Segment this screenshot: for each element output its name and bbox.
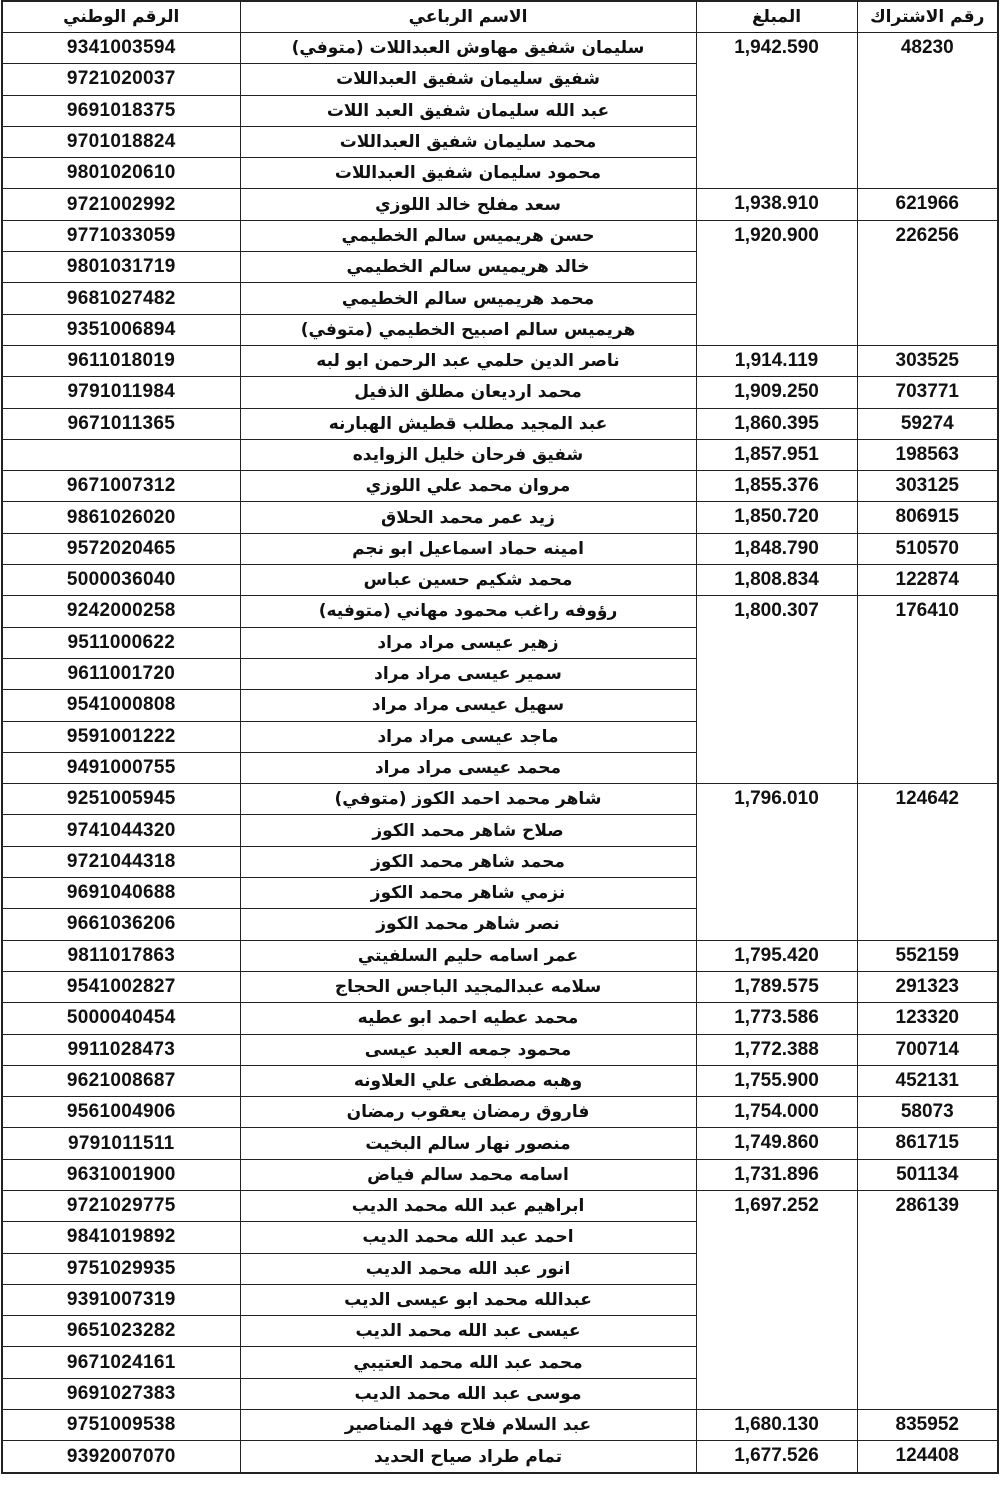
national-id-cell: 9511000622: [2, 627, 240, 658]
full-name-cell: شاهر محمد احمد الكوز (متوفي): [240, 784, 696, 815]
table-row: [2, 784, 998, 815]
amount-cell: 1,855.376: [696, 471, 857, 502]
national-id-cell: 9611001720: [2, 658, 240, 689]
subscription-cell: 501134: [857, 1159, 998, 1190]
full-name-cell: محمد عيسى مراد مراد: [240, 752, 696, 783]
full-name-cell: محمد عبد الله محمد العتيبي: [240, 1347, 696, 1378]
subscription-cell: 700714: [857, 1034, 998, 1065]
full-name-cell: محمود جمعه العبد عيسى: [240, 1034, 696, 1065]
full-name-cell: عبدالله محمد ابو عيسى الديب: [240, 1284, 696, 1315]
table-row: [2, 220, 998, 251]
subscription-cell: 510570: [857, 533, 998, 564]
national-id-cell: 5000040454: [2, 1003, 240, 1034]
national-id-cell: 9541002827: [2, 971, 240, 1002]
subscription-cell: 303125: [857, 471, 998, 502]
full-name-cell: عيسى عبد الله محمد الديب: [240, 1316, 696, 1347]
full-name-cell: وهبه مصطفى علي العلاونه: [240, 1065, 696, 1096]
full-name-cell: شفيق سليمان شفيق العبداللات: [240, 64, 696, 95]
full-name-cell: عبد المجيد مطلب قطيش الهبارنه: [240, 408, 696, 439]
amount-cell: 1,909.250: [696, 377, 857, 408]
table-row: [2, 1159, 998, 1190]
national-id-cell: 9841019892: [2, 1222, 240, 1253]
amount-cell: 1,850.720: [696, 502, 857, 533]
full-name-cell: موسى عبد الله محمد الديب: [240, 1378, 696, 1409]
subscription-cell: 123320: [857, 1003, 998, 1034]
amount-cell: 1,938.910: [696, 189, 857, 220]
amount-cell: 1,680.130: [696, 1410, 857, 1441]
full-name-cell: محمد شكيم حسين عباس: [240, 565, 696, 596]
table-body: [2, 33, 998, 1473]
table-row: [2, 1410, 998, 1441]
subscription-cell: 122874: [857, 565, 998, 596]
table-row: [2, 1065, 998, 1096]
national-id-cell: 9801020610: [2, 158, 240, 189]
amount-cell: 1,749.860: [696, 1128, 857, 1159]
amount-cell: 1,731.896: [696, 1159, 857, 1190]
subscription-cell: 286139: [857, 1190, 998, 1409]
amount-cell: 1,848.790: [696, 533, 857, 564]
subscription-cell: 59274: [857, 408, 998, 439]
table-row: [2, 1190, 998, 1221]
amount-cell: 1,772.388: [696, 1034, 857, 1065]
national-id-cell: 9771033059: [2, 220, 240, 251]
amount-cell: 1,942.590: [696, 33, 857, 189]
amount-cell: 1,808.834: [696, 565, 857, 596]
national-id-cell: 9691027383: [2, 1378, 240, 1409]
table-row: [2, 33, 998, 64]
full-name-cell: مروان محمد علي اللوزي: [240, 471, 696, 502]
header-row: [2, 1, 998, 33]
amount-cell: 1,773.586: [696, 1003, 857, 1034]
subscription-cell: 198563: [857, 439, 998, 470]
table-row: [2, 377, 998, 408]
full-name-cell: انور عبد الله محمد الديب: [240, 1253, 696, 1284]
national-id-cell: 9671007312: [2, 471, 240, 502]
full-name-cell: سعد مفلح خالد اللوزي: [240, 189, 696, 220]
subscription-cell: 303525: [857, 345, 998, 376]
subscription-cell: 58073: [857, 1097, 998, 1128]
national-id-cell: 9661036206: [2, 909, 240, 940]
national-id-cell: 9341003594: [2, 33, 240, 64]
table-row: [2, 1003, 998, 1034]
national-id-cell: 9751029935: [2, 1253, 240, 1284]
subscription-cell: 176410: [857, 596, 998, 784]
full-name-cell: نصر شاهر محمد الكوز: [240, 909, 696, 940]
amount-cell: 1,677.526: [696, 1441, 857, 1473]
subscription-cell: 124642: [857, 784, 998, 940]
full-name-cell: زيد عمر محمد الحلاق: [240, 502, 696, 533]
full-name-cell: احمد عبد الله محمد الديب: [240, 1222, 696, 1253]
national-id-cell: 9621008687: [2, 1065, 240, 1096]
subscription-cell: 291323: [857, 971, 998, 1002]
full-name-cell: محمد عطيه احمد ابو عطيه: [240, 1003, 696, 1034]
national-id-cell: 9691040688: [2, 878, 240, 909]
table-row: [2, 1128, 998, 1159]
subscription-cell: 226256: [857, 220, 998, 345]
full-name-cell: شفيق فرحان خليل الزوايده: [240, 439, 696, 470]
table-row: [2, 189, 998, 220]
full-name-cell: ابراهيم عبد الله محمد الديب: [240, 1190, 696, 1221]
full-name-cell: عبد الله سليمان شفيق العبد اللات: [240, 95, 696, 126]
national-id-cell: 9541000808: [2, 690, 240, 721]
subscription-cell: 621966: [857, 189, 998, 220]
national-id-cell: 9671011365: [2, 408, 240, 439]
subscription-cell: 835952: [857, 1410, 998, 1441]
national-id-cell: 9681027482: [2, 283, 240, 314]
beneficiaries-table: [1, 0, 999, 1474]
table-row: [2, 408, 998, 439]
full-name-cell: سلامه عبدالمجيد الباجس الحجاج: [240, 971, 696, 1002]
header-subscription: رقم الاشتراك: [857, 1, 998, 33]
subscription-cell: 806915: [857, 502, 998, 533]
full-name-cell: عمر اسامه حليم السلفيتي: [240, 940, 696, 971]
subscription-cell: 124408: [857, 1441, 998, 1473]
table-row: [2, 596, 998, 627]
national-id-cell: 9392007070: [2, 1441, 240, 1473]
full-name-cell: ماجد عيسى مراد مراد: [240, 721, 696, 752]
table-row: [2, 533, 998, 564]
header-amount: المبلغ: [696, 1, 857, 33]
table-row: [2, 1441, 998, 1473]
subscription-cell: 452131: [857, 1065, 998, 1096]
amount-cell: 1,796.010: [696, 784, 857, 940]
full-name-cell: محمد سليمان شفيق العبداللات: [240, 126, 696, 157]
amount-cell: 1,795.420: [696, 940, 857, 971]
table-row: [2, 565, 998, 596]
national-id-cell: 9721020037: [2, 64, 240, 95]
full-name-cell: ناصر الدين حلمي عبد الرحمن ابو لبه: [240, 345, 696, 376]
header-national-id: الرقم الوطني: [2, 1, 240, 33]
full-name-cell: حسن هريميس سالم الخطيمي: [240, 220, 696, 251]
header-full-name: الاسم الرباعي: [240, 1, 696, 33]
amount-cell: 1,754.000: [696, 1097, 857, 1128]
amount-cell: 1,857.951: [696, 439, 857, 470]
national-id-cell: 9351006894: [2, 314, 240, 345]
full-name-cell: محمد هريميس سالم الخطيمي: [240, 283, 696, 314]
national-id-cell: 9791011984: [2, 377, 240, 408]
national-id-cell: [2, 439, 240, 470]
national-id-cell: 9721029775: [2, 1190, 240, 1221]
amount-cell: 1,755.900: [696, 1065, 857, 1096]
full-name-cell: اسامه محمد سالم فياض: [240, 1159, 696, 1190]
national-id-cell: 9861026020: [2, 502, 240, 533]
national-id-cell: 9751009538: [2, 1410, 240, 1441]
national-id-cell: 9611018019: [2, 345, 240, 376]
table-row: [2, 439, 998, 470]
full-name-cell: سمير عيسى مراد مراد: [240, 658, 696, 689]
full-name-cell: رؤوفه راغب محمود مهاني (متوفيه): [240, 596, 696, 627]
amount-cell: 1,800.307: [696, 596, 857, 784]
national-id-cell: 9561004906: [2, 1097, 240, 1128]
full-name-cell: امينه حماد اسماعيل ابو نجم: [240, 533, 696, 564]
full-name-cell: عبد السلام فلاح فهد المناصير: [240, 1410, 696, 1441]
amount-cell: 1,920.900: [696, 220, 857, 345]
full-name-cell: سليمان شفيق مهاوش العبداللات (متوفي): [240, 33, 696, 64]
full-name-cell: صلاح شاهر محمد الكوز: [240, 815, 696, 846]
table-row: [2, 502, 998, 533]
national-id-cell: 9721044318: [2, 846, 240, 877]
table-row: [2, 1097, 998, 1128]
amount-cell: 1,697.252: [696, 1190, 857, 1409]
national-id-cell: 9391007319: [2, 1284, 240, 1315]
full-name-cell: نزمي شاهر محمد الكوز: [240, 878, 696, 909]
national-id-cell: 9701018824: [2, 126, 240, 157]
full-name-cell: محمد ارديعان مطلق الذفيل: [240, 377, 696, 408]
full-name-cell: تمام طراد صياح الحديد: [240, 1441, 696, 1473]
national-id-cell: 9591001222: [2, 721, 240, 752]
national-id-cell: 9911028473: [2, 1034, 240, 1065]
full-name-cell: خالد هريميس سالم الخطيمي: [240, 252, 696, 283]
full-name-cell: زهير عيسى مراد مراد: [240, 627, 696, 658]
national-id-cell: 5000036040: [2, 565, 240, 596]
subscription-cell: 552159: [857, 940, 998, 971]
national-id-cell: 9811017863: [2, 940, 240, 971]
national-id-cell: 9251005945: [2, 784, 240, 815]
national-id-cell: 9741044320: [2, 815, 240, 846]
table-row: [2, 471, 998, 502]
subscription-cell: 703771: [857, 377, 998, 408]
amount-cell: 1,789.575: [696, 971, 857, 1002]
full-name-cell: محمد شاهر محمد الكوز: [240, 846, 696, 877]
full-name-cell: منصور نهار سالم البخيت: [240, 1128, 696, 1159]
table-row: [2, 971, 998, 1002]
amount-cell: 1,914.119: [696, 345, 857, 376]
full-name-cell: محمود سليمان شفيق العبداللات: [240, 158, 696, 189]
national-id-cell: 9631001900: [2, 1159, 240, 1190]
table-row: [2, 1034, 998, 1065]
national-id-cell: 9651023282: [2, 1316, 240, 1347]
amount-cell: 1,860.395: [696, 408, 857, 439]
national-id-cell: 9691018375: [2, 95, 240, 126]
full-name-cell: فاروق رمضان يعقوب رمضان: [240, 1097, 696, 1128]
national-id-cell: 9671024161: [2, 1347, 240, 1378]
national-id-cell: 9801031719: [2, 252, 240, 283]
table-row: [2, 345, 998, 376]
national-id-cell: 9242000258: [2, 596, 240, 627]
national-id-cell: 9491000755: [2, 752, 240, 783]
subscription-cell: 48230: [857, 33, 998, 189]
subscription-cell: 861715: [857, 1128, 998, 1159]
national-id-cell: 9721002992: [2, 189, 240, 220]
full-name-cell: سهيل عيسى مراد مراد: [240, 690, 696, 721]
table-row: [2, 940, 998, 971]
full-name-cell: هريميس سالم اصبيح الخطيمي (متوفي): [240, 314, 696, 345]
national-id-cell: 9791011511: [2, 1128, 240, 1159]
national-id-cell: 9572020465: [2, 533, 240, 564]
